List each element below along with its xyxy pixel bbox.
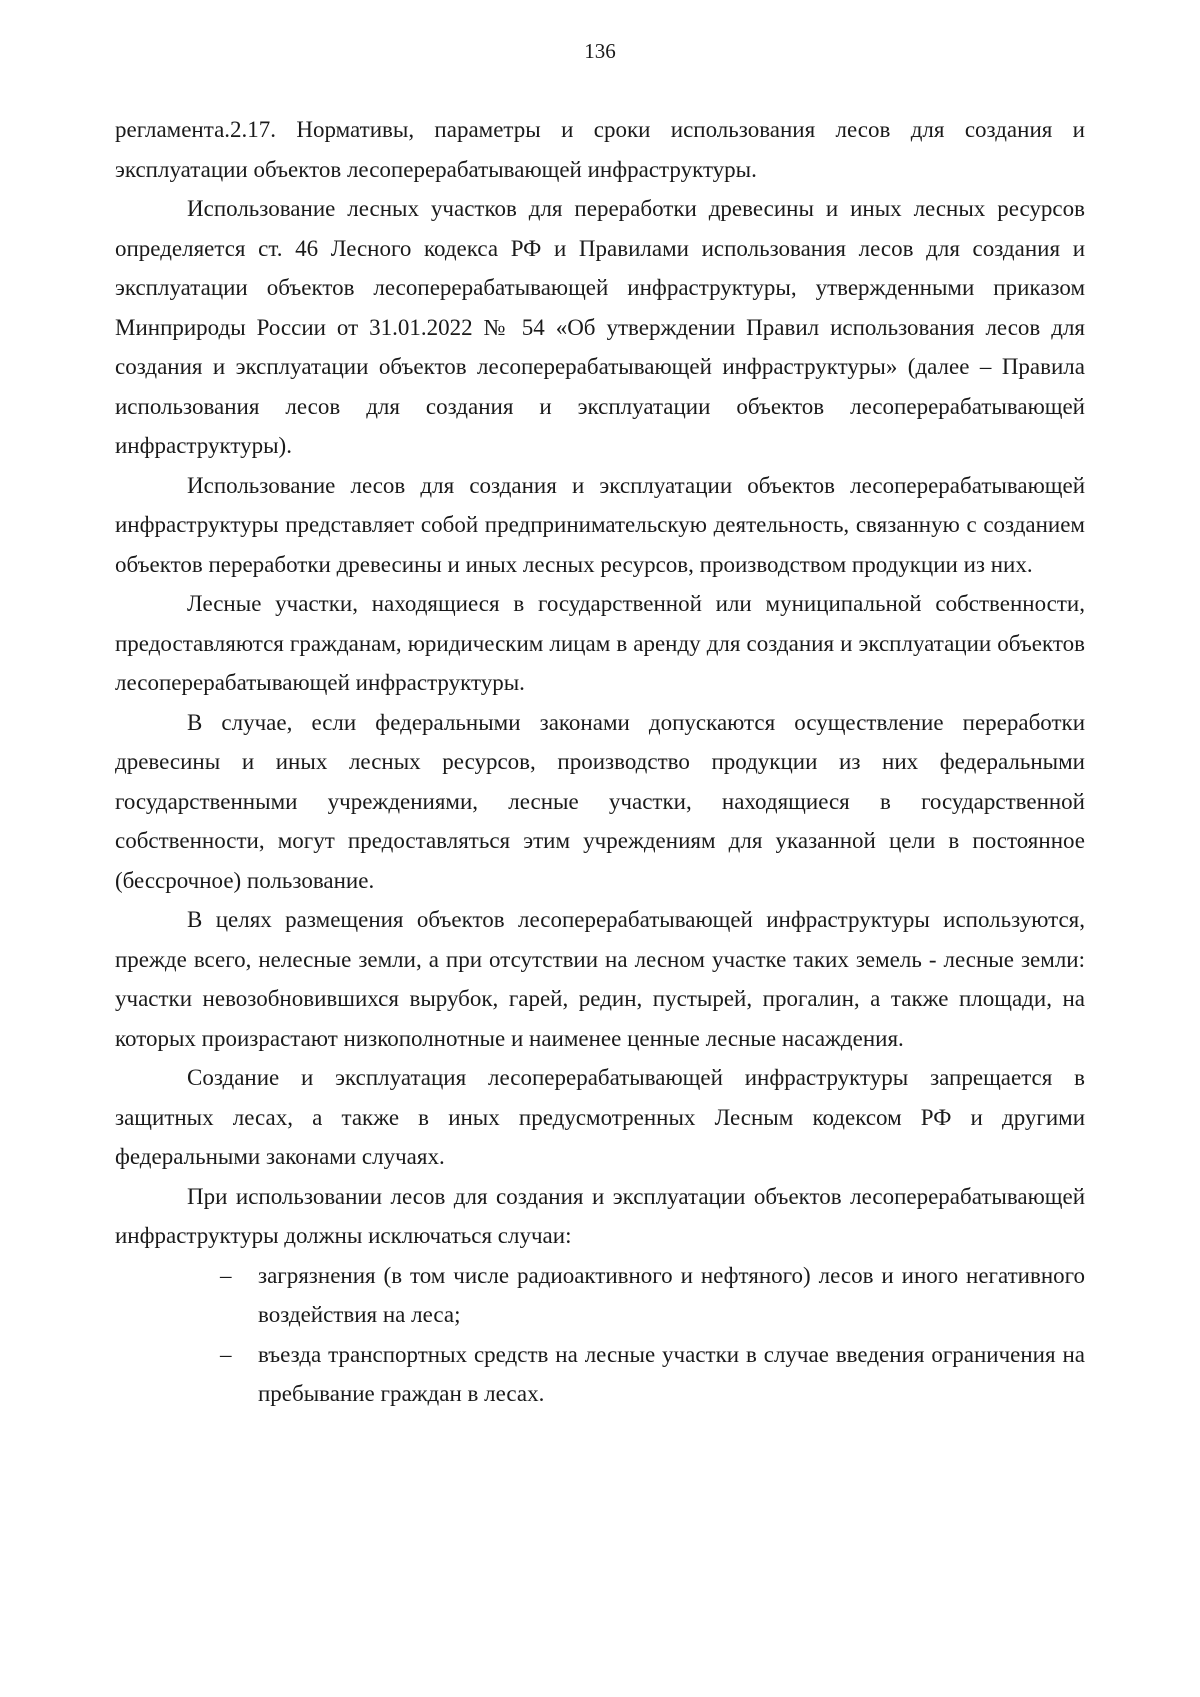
list-item bbox=[115, 1335, 1085, 1414]
document-body bbox=[115, 110, 1085, 1414]
paragraph-lease-provision: Лесные участки, находящиеся в государственной или муниципальной собственности, предоставляются гражданам, юридическим лицам в аренду для создания и эксплуатации объектов лесоперерабатывающей инфраструктуры. bbox=[115, 591, 1085, 695]
paragraph-land-placement: В целях размещения объектов лесоперерабатывающей инфраструктуры используются, прежде всего, нелесные земли, а при отсутствии на лесном участке таких земель - лесные земли: участки невозобновившихся вырубок, гарей, редин, пустырей, прогалин, а также площади, на которых произрастают низкополнотные и наименее ценные лесные насаждения. bbox=[115, 907, 1085, 1051]
paragraph-prohibition: Создание и эксплуатация лесоперерабатывающей инфраструктуры запрещается в защитных лесах, а также в иных предусмотренных Лесным кодексом РФ и другими федеральными законами случаях. bbox=[115, 1065, 1085, 1169]
paragraph-permanent-use: В случае, если федеральными законами допускаются осуществление переработки древесины и иных лесных ресурсов, производство продукции из них федеральными государственными учреждениями, лесные участки, находящиеся в государственной собственности, могут предоставляться этим учреждениям для указанной цели в постоянное (бессрочное) пользование. bbox=[115, 709, 1085, 893]
exclusions-list bbox=[115, 1256, 1085, 1414]
paragraph-section-heading: регламента.2.17. Нормативы, параметры и сроки использования лесов для создания и эксплуатации объектов лесоперерабатывающей инфраструктуры. bbox=[115, 117, 1085, 182]
list-item bbox=[115, 1256, 1085, 1335]
page-number: 136 bbox=[584, 39, 616, 63]
list-marker: – bbox=[220, 1262, 232, 1288]
list-item-text: въезда транспортных средств на лесные участки в случае введения ограничения на пребывание граждан в лесах. bbox=[258, 1341, 1085, 1406]
paragraph-exclusions-intro: При использовании лесов для создания и эксплуатации объектов лесоперерабатывающей инфраструктуры должны исключаться случаи: bbox=[115, 1183, 1085, 1248]
paragraph-legal-basis: Использование лесных участков для переработки древесины и иных лесных ресурсов определяется ст. 46 Лесного кодекса РФ и Правилами использования лесов для создания и эксплуатации объектов лесоперерабатывающей инфраструктуры, утвержденными приказом Минприроды России от 31.01.2022 № 54 «Об утверждении Правил использования лесов для создания и эксплуатации объектов лесоперерабатывающей инфраструктуры» (далее – Правила использования лесов для создания и эксплуатации объектов лесоперерабатывающей инфраструктуры). bbox=[115, 196, 1085, 458]
list-marker: – bbox=[220, 1341, 232, 1367]
paragraph-activity-definition: Использование лесов для создания и эксплуатации объектов лесоперерабатывающей инфраструктуры представляет собой предпринимательскую деятельность, связанную с созданием объектов переработки древесины и иных лесных ресурсов, производством продукции из них. bbox=[115, 472, 1085, 577]
list-item-text: загрязнения (в том числе радиоактивного и нефтяного) лесов и иного негативного воздействия на леса; bbox=[258, 1262, 1085, 1327]
